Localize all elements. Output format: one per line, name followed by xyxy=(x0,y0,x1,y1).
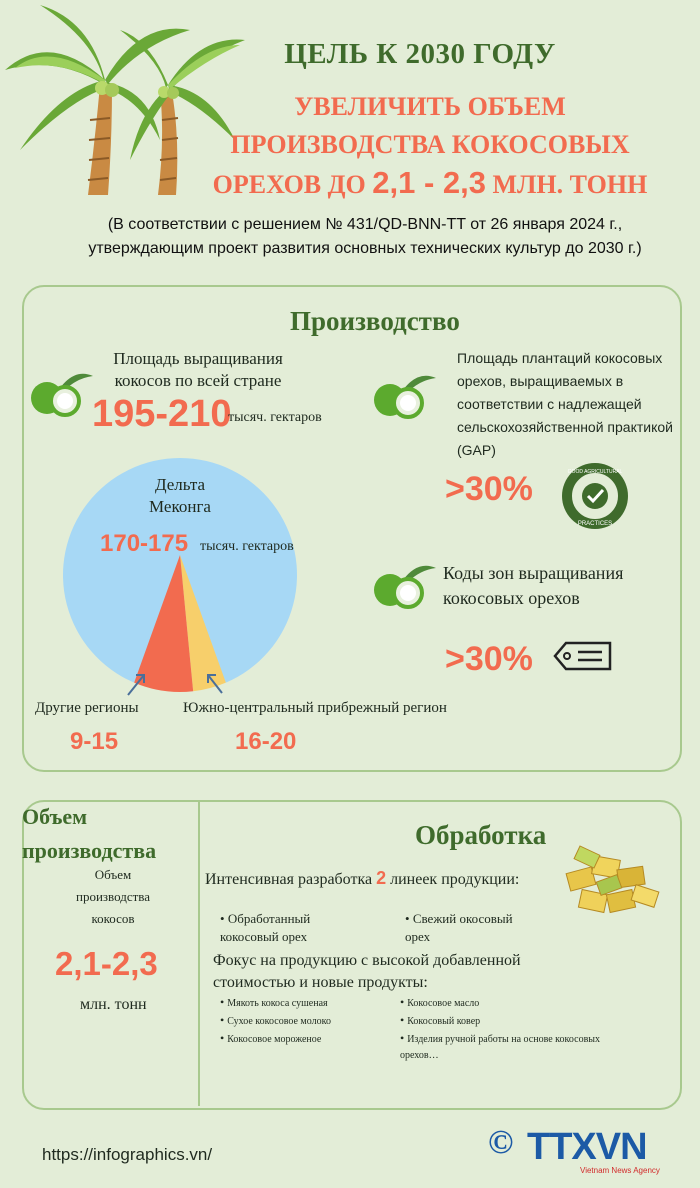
area-value: 195-210 xyxy=(92,393,232,435)
coconut-candy-image xyxy=(558,840,663,925)
delta-name: Дельта Меконга xyxy=(149,475,211,516)
volume-title: Объем производства xyxy=(22,804,157,863)
copyright-icon: © xyxy=(488,1124,514,1161)
codes-label: Коды зон выращивания кокосовых орехов xyxy=(443,563,624,608)
gap-label: Площадь плантаций кокосовых орехов, выращиваемых в соответствии с надлежащей сельскохозяйственной практикой (GAP) xyxy=(457,350,673,458)
agency-logo: TTXVN xyxy=(527,1126,647,1168)
decision-note: (В соответствии с решением № 431/QD-BNN-TT от 26 января 2024 г., утверждающим проект развития основных технических культур до 2030 г.) xyxy=(88,216,642,257)
product-line-2: • Свежий окосовый орех xyxy=(405,911,513,944)
coconut-icon xyxy=(368,370,438,420)
list-item: • Кокосовое масло xyxy=(400,994,630,1012)
south-region-value: 16-20 xyxy=(235,728,297,755)
codes-value: >30% xyxy=(445,640,533,678)
other-regions-label: Другие регионы xyxy=(35,700,139,716)
list-item: • Кокосовое мороженое xyxy=(220,1030,400,1048)
coconut-icon xyxy=(25,368,95,418)
intensive-text: Интенсивная разработка 2 линеек продукции: xyxy=(205,868,520,888)
area-unit: тысяч. гектаров xyxy=(228,410,322,425)
area-label: Площадь выращивания кокосов по всей стране xyxy=(113,349,283,390)
svg-text:GOOD AGRICULTURAL: GOOD AGRICULTURAL xyxy=(567,469,623,475)
products-right-list xyxy=(400,994,630,1064)
production-title: Производство xyxy=(290,306,460,336)
svg-text:PRACTICES: PRACTICES xyxy=(577,521,613,527)
list-item: • Изделия ручной работы на основе кокосовых орехов… xyxy=(400,1030,630,1064)
delta-value: 170-175 xyxy=(100,530,189,557)
goal-headline: УВЕЛИЧИТЬ ОБЪЕМ ПРОИЗВОДСТВА КОКОСОВЫХ ОРЕХОВ ДО 2,1 - 2,3 МЛН. ТОНН xyxy=(212,92,648,200)
focus-text: Фокус на продукцию с высокой добавленной стоимостью и новые продукты: xyxy=(213,952,521,991)
volume-unit: млн. тонн xyxy=(80,996,147,1013)
processing-title: Обработка xyxy=(415,820,547,850)
volume-value: 2,1-2,3 xyxy=(55,945,158,982)
tag-icon xyxy=(552,640,614,672)
delta-unit: тысяч. гектаров xyxy=(200,539,294,554)
gap-value: >30% xyxy=(445,470,533,508)
products-left-list xyxy=(220,994,400,1048)
volume-label: Объем производства кокосов xyxy=(75,867,151,926)
gap-badge-icon xyxy=(560,461,630,531)
other-regions-value: 9-15 xyxy=(70,728,119,755)
list-item: • Мякоть кокоса сушеная xyxy=(220,994,400,1012)
agency-subtitle: Vietnam News Agency xyxy=(580,1166,660,1175)
footer-url[interactable]: https://infographics.vn/ xyxy=(42,1145,213,1164)
product-line-1: • Обработанный кокосовый орех xyxy=(220,911,311,944)
page-title: ЦЕЛЬ К 2030 ГОДУ xyxy=(284,38,556,70)
coconut-icon xyxy=(368,560,438,610)
list-item: • Кокосовый ковер xyxy=(400,1012,630,1030)
list-item: • Сухое кокосовое молоко xyxy=(220,1012,400,1030)
south-region-label: Южно-центральный прибрежный регион xyxy=(183,700,447,716)
pointer-arrows xyxy=(110,665,240,700)
panel-divider xyxy=(198,800,200,1106)
